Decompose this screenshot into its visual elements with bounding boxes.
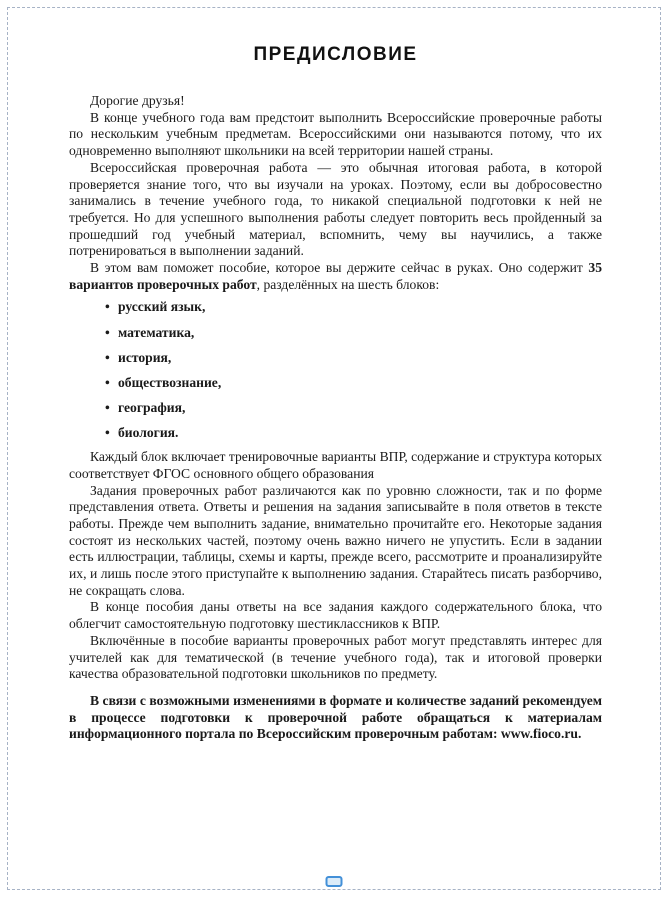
list-item-label: русский язык, bbox=[118, 299, 206, 315]
paragraph-intro: В конце учебного года вам предстоит выполнить Всероссийские проверочные работы по нескольким учебным предметам. Всероссийскими они называются потому, что их одновременно выполняют школьники на всей территории нашей страны. bbox=[69, 109, 602, 159]
list-item-label: биология. bbox=[118, 425, 179, 441]
paragraph-fgos: Каждый блок включает тренировочные варианты ВПР, содержание и структура которых соответствует ФГОС основного общего образования bbox=[69, 449, 602, 481]
bullet-icon: • bbox=[105, 375, 110, 391]
list-item bbox=[105, 425, 602, 442]
bullet-icon: • bbox=[105, 400, 110, 416]
paragraph-tasks: Задания проверочных работ различаются как по уровню сложности, так и по форме представления ответа. Ответы и решения на задания записывайте в поля ответов в тексте работы. Прежде чем выполнить задание, внимательно прочитайте его. Некоторые задания состоят из нескольких частей, поэтому очень важно ничего не упустить. Если в задании есть иллюстрации, таблицы, схемы и карты, прежде всего, рассмотрите и проанализируйте их, и лишь после этого приступайте к выполнению задания. Старайтесь писать разборчиво, не сокращать слова. bbox=[69, 482, 602, 598]
list-item-label: математика, bbox=[118, 324, 195, 340]
registration-mark bbox=[326, 876, 343, 887]
paragraph-teachers: Включённые в пособие варианты проверочных работ могут представлять интерес для учителей как для тематической (в течение учебного года), так и итоговой проверки качества образовательной подготовки школьников по предмету. bbox=[69, 632, 602, 682]
list-item-label: обществознание, bbox=[118, 375, 222, 391]
subject-list bbox=[69, 299, 602, 442]
page-title: ПРЕДИСЛОВИЕ bbox=[253, 44, 418, 65]
list-item bbox=[105, 375, 602, 392]
paragraph-about: Всероссийская проверочная работа — это обычная итоговая работа, в которой проверяется знание того, что вы изучали на уроках. Поэтому, если вы добросовестно занимались в течение учебного года, то никакой специальной подготовки к ней не требуется. Но для успешного выполнения работы следует повторить весь пройденный за прошедший год учебный материал, вспомнить, чему вы научились, а также потренироваться в выполнении заданий. bbox=[69, 159, 602, 259]
text-run: , разделённых на шесть блоков: bbox=[256, 276, 440, 292]
bullet-icon: • bbox=[105, 349, 110, 365]
list-item bbox=[105, 299, 602, 316]
text-run: В этом вам поможет пособие, которое вы держите сейчас в руках. Оно содержит bbox=[90, 260, 589, 276]
bullet-icon: • bbox=[105, 324, 110, 340]
paragraph-greeting: Дорогие друзья! bbox=[90, 93, 185, 108]
paragraph-final-note: В связи с возможными изменениями в формате и количестве заданий рекомендуем в процессе подготовки к проверочной работе обращаться к материалам информационного портала по Всероссийским проверочным работам: www.fioco.ru. bbox=[69, 693, 602, 742]
paragraph-answers: В конце пособия даны ответы на все задания каждого содержательного блока, что облегчит самостоятельную подготовку шестиклассников к ВПР. bbox=[69, 599, 602, 632]
list-item-label: история, bbox=[118, 349, 172, 365]
list-item bbox=[105, 350, 602, 367]
text-run-bold: 35 вариантов проверочных работ bbox=[69, 260, 602, 292]
list-item-label: география, bbox=[118, 400, 186, 416]
bullet-icon: • bbox=[105, 299, 110, 315]
page-content bbox=[69, 44, 602, 743]
bullet-icon: • bbox=[105, 425, 110, 441]
paragraph-variants bbox=[69, 260, 602, 293]
list-item bbox=[105, 325, 602, 342]
list-item bbox=[105, 400, 602, 417]
